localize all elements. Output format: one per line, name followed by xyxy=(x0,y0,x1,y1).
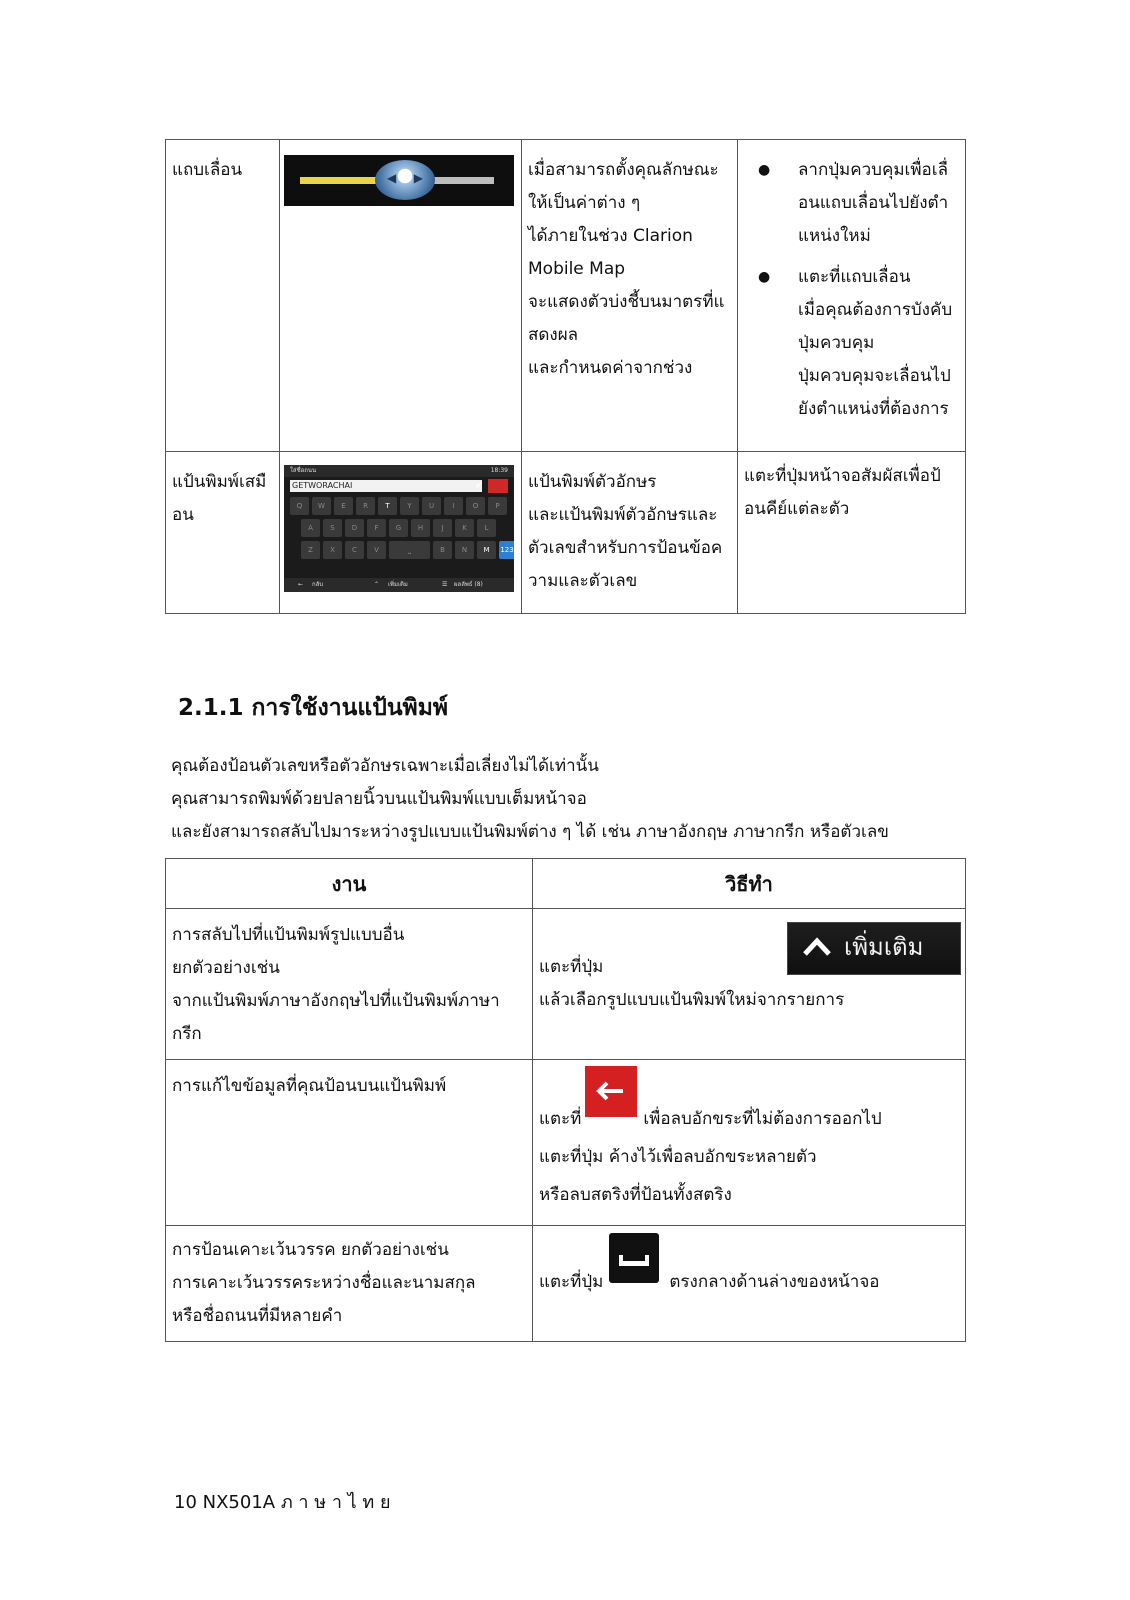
key: Q xyxy=(290,497,309,515)
key: A xyxy=(301,519,320,537)
how-line: แตะที่ปุ่ม ค้างไว้เพื่อลบอักขระหลายตัว xyxy=(539,1147,817,1167)
key: G xyxy=(389,519,408,537)
table-row xyxy=(166,1226,966,1342)
how-line: แล้วเลือกรูปแบบแป้นพิมพ์ใหม่จากรายการ xyxy=(539,990,845,1010)
desc-line: วามและตัวเลข xyxy=(528,571,638,591)
table-row xyxy=(166,1060,966,1226)
table-header-row xyxy=(166,859,966,909)
key: V xyxy=(367,541,386,559)
action-line: แตะที่ปุ่มหน้าจอสัมผัสเพื่อป้ xyxy=(744,466,941,486)
element-name: แถบเลื่อน xyxy=(172,160,243,180)
desc-line: แป้นพิมพ์ตัวอักษร xyxy=(528,472,657,492)
table-cell xyxy=(166,140,280,452)
check-icon: ✔ xyxy=(475,481,483,491)
how-line: หรือลบสตริงที่ป้อนทั้งสตริง xyxy=(539,1185,732,1205)
keyboard-input-field: GETWORACHAI xyxy=(290,480,482,492)
key: Y xyxy=(400,497,419,515)
list-item xyxy=(738,261,959,426)
table-cell xyxy=(522,140,738,452)
task-line: การเคาะเว้นวรรคระหว่างชื่อและนามสกุล xyxy=(172,1273,476,1293)
space-key-icon: ⎵ xyxy=(389,541,430,559)
keyboard-time: 18:39 xyxy=(490,467,508,474)
key: W xyxy=(312,497,331,515)
space-button-image xyxy=(609,1233,659,1283)
table-cell xyxy=(522,452,738,614)
bullet-line: ปุ่มควบคุม xyxy=(798,333,875,353)
backspace-button-image xyxy=(585,1066,637,1117)
key: D xyxy=(345,519,364,537)
key: U xyxy=(422,497,441,515)
bottom-back-label: กลับ xyxy=(312,581,324,588)
space-icon xyxy=(619,1261,649,1266)
back-arrow-icon: ← xyxy=(298,581,304,588)
table-cell xyxy=(166,1060,533,1226)
more-button-image xyxy=(787,922,961,975)
task-line: กรีก xyxy=(172,1024,202,1044)
action-line: อนคีย์แต่ละตัว xyxy=(744,499,850,519)
paragraph: คุณต้องป้อนตัวเลขหรือตัวอักษรเฉพาะเมื่อเลี่ยงไม่ได้เท่านั้น xyxy=(171,756,599,776)
key: N xyxy=(455,541,474,559)
how-text: แตะที่ปุ่ม xyxy=(539,1272,604,1292)
element-name: แป้นพิมพ์เสมื xyxy=(172,472,267,492)
desc-line: และแป้นพิมพ์ตัวอักษรและ xyxy=(528,505,718,525)
bullet-line: เมื่อคุณต้องการบังคับ xyxy=(798,300,953,320)
key: R xyxy=(356,497,375,515)
desc-line: สดงผล xyxy=(528,325,579,345)
key: I xyxy=(444,497,463,515)
key: E xyxy=(334,497,353,515)
task-line: การป้อนเคาะเว้นวรรค ยกตัวอย่างเช่น xyxy=(172,1240,449,1260)
bottom-results-label: ผลลัพธ์ (8) xyxy=(454,581,483,588)
desc-line: ได้ภายในช่วง Clarion xyxy=(528,226,693,246)
how-text: เพื่อลบอักขระที่ไม่ต้องการออกไป xyxy=(643,1109,882,1129)
slider-image xyxy=(284,155,514,206)
chevron-up-icon xyxy=(802,932,832,962)
more-button-label: เพิ่มเติม xyxy=(844,933,924,961)
key: L xyxy=(477,519,496,537)
key: F xyxy=(367,519,386,537)
desc-line: เมื่อสามารถตั้งคุณลักษณะ xyxy=(528,160,719,180)
desc-line: Mobile Map xyxy=(528,259,626,279)
table-cell xyxy=(533,1226,966,1342)
bullet-line: แตะที่แถบเลื่อน xyxy=(798,267,911,287)
bullet-line: อนแถบเลื่อนไปยังตำ xyxy=(798,193,949,213)
task-line: การแก้ไขข้อมูลที่คุณป้อนบนแป้นพิมพ์ xyxy=(172,1076,447,1096)
header-task: งาน xyxy=(166,859,533,909)
keyboard-title-bar xyxy=(284,465,514,477)
table-cell xyxy=(166,909,533,1060)
list-icon: ☰ xyxy=(442,581,448,588)
key: B xyxy=(433,541,452,559)
keyboard-title: ใส่ชื่อถนน xyxy=(290,467,317,474)
virtual-keyboard-image xyxy=(284,465,514,592)
bullet-list xyxy=(738,154,959,426)
page-footer: 10 NX501A ภ า ษ า ไ ท ย xyxy=(174,1492,391,1513)
desc-line: และกำหนดค่าจากช่วง xyxy=(528,358,693,378)
bullet-line: ปุ่มควบคุมจะเลื่อนไป xyxy=(798,366,951,386)
key: C xyxy=(345,541,364,559)
key: X xyxy=(323,541,342,559)
bullet-icon: ● xyxy=(758,269,771,285)
task-line: การสลับไปที่แป้นพิมพ์รูปแบบอื่น xyxy=(172,925,405,945)
key: J xyxy=(433,519,452,537)
element-name: อน xyxy=(172,505,194,525)
key: O xyxy=(466,497,485,515)
key: M xyxy=(477,541,496,559)
table-cell xyxy=(738,452,966,614)
key: T xyxy=(378,497,397,515)
desc-line: ตัวเลขสำหรับการป้อนข้อค xyxy=(528,538,723,558)
chevron-up-icon: ⌃ xyxy=(374,581,380,588)
slider-knob-icon: ◀ ▶ xyxy=(375,160,435,200)
paragraph: คุณสามารถพิมพ์ด้วยปลายนิ้วบนแป้นพิมพ์แบบเต็มหน้าจอ xyxy=(171,789,587,809)
key: H xyxy=(411,519,430,537)
section-heading: 2.1.1 การใช้งานแป้นพิมพ์ xyxy=(178,695,449,721)
bullet-icon: ● xyxy=(758,162,771,178)
key: S xyxy=(323,519,342,537)
task-line: ยกตัวอย่างเช่น xyxy=(172,958,280,978)
how-text: แตะที่ xyxy=(539,1109,582,1129)
delete-icon xyxy=(488,479,508,493)
bullet-line: แหน่งใหม่ xyxy=(798,226,871,246)
bullet-line: ลากปุ่มควบคุมเพื่อเลื่ xyxy=(798,160,948,180)
how-line: แตะที่ปุ่ม xyxy=(539,957,604,977)
header-how: วิธีทำ xyxy=(533,859,966,909)
table-cell xyxy=(166,1226,533,1342)
key: Z xyxy=(301,541,320,559)
numeric-key: 123 xyxy=(499,541,514,559)
how-text: ตรงกลางด้านล่างของหน้าจอ xyxy=(669,1272,880,1292)
key: P xyxy=(488,497,507,515)
list-item xyxy=(738,154,959,253)
desc-line: ให้เป็นค่าต่าง ๆ xyxy=(528,193,641,213)
table-cell xyxy=(166,452,280,614)
bottom-more-label: เพิ่มเติม xyxy=(388,581,408,588)
keyboard-bottom-bar xyxy=(284,578,514,592)
paragraph: และยังสามารถสลับไปมาระหว่างรูปแบบแป้นพิมพ์ต่าง ๆ ได้ เช่น ภาษาอังกฤษ ภาษากรีก หรือตัวเลข xyxy=(171,822,889,842)
task-line: หรือชื่อถนนที่มีหลายคำ xyxy=(172,1306,343,1326)
task-line: จากแป้นพิมพ์ภาษาอังกฤษไปที่แป้นพิมพ์ภาษา xyxy=(172,991,500,1011)
key: K xyxy=(455,519,474,537)
table-cell xyxy=(738,140,966,452)
backspace-arrow-icon xyxy=(585,1066,637,1117)
desc-line: จะแสดงตัวบ่งชี้บนมาตรที่แ xyxy=(528,292,725,312)
bullet-line: ยังตำแหน่งที่ต้องการ xyxy=(798,399,949,419)
